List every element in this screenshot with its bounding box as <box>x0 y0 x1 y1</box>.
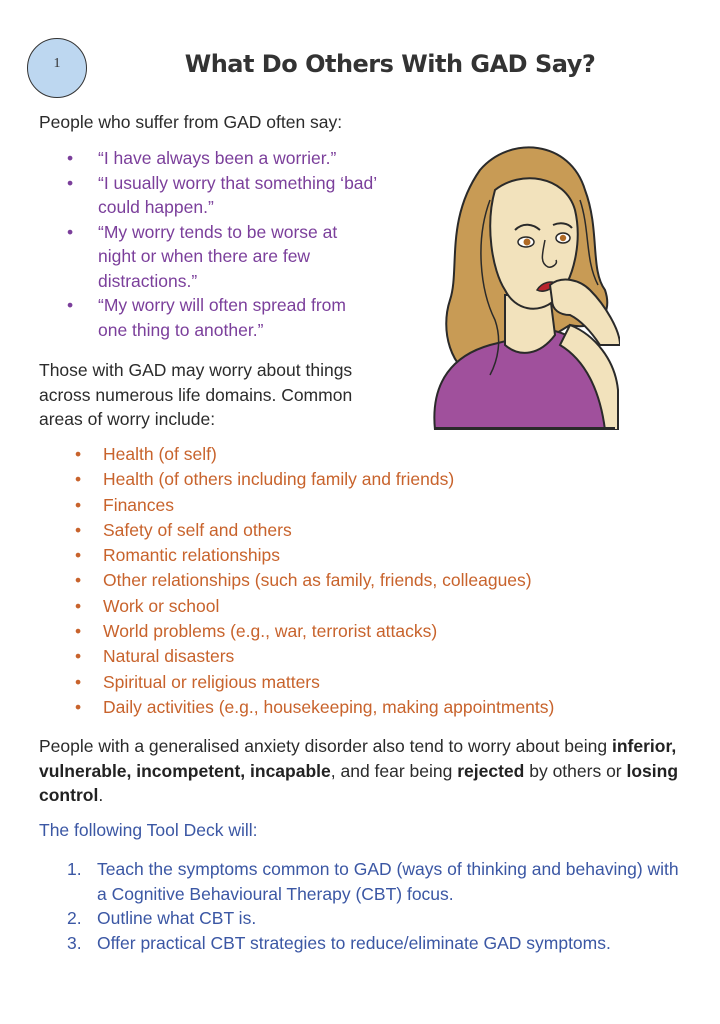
worry-area-item: • Other relationships (such as family, friends, colleagues) <box>70 568 554 593</box>
quote-item: • “My worry tends to be worse at night or when there are few distractions.” <box>60 220 380 294</box>
worry-areas-list <box>70 442 554 720</box>
fears-end: . <box>98 785 104 805</box>
item-text: Teach the symptoms common to GAD (ways of thinking and behaving) with a Cognitive Behavioural Therapy (CBT) focus. <box>97 859 679 904</box>
fears-mid2: by others or <box>524 760 627 781</box>
item-number: 2. <box>67 908 82 928</box>
worry-area-item: • Health (of others including family and friends) <box>70 467 554 492</box>
worried-woman-illustration <box>420 130 620 430</box>
fears-paragraph <box>39 734 699 808</box>
quotes-list <box>60 146 380 342</box>
worry-area-item: • World problems (e.g., war, terrorist attacks) <box>70 619 554 644</box>
tool-deck-list <box>67 857 687 955</box>
fears-bold-losing-control: losing control <box>39 760 679 805</box>
page-number: 1 <box>53 56 61 71</box>
worry-area-item: • Work or school <box>70 594 554 619</box>
quote-item: • “I have always been a worrier.” <box>60 146 380 171</box>
tool-deck-item <box>67 906 687 931</box>
fears-bold-traits: inferior, vulnerable, incompetent, incapable <box>39 736 677 781</box>
tool-deck-intro: The following Tool Deck will: <box>39 820 258 840</box>
quote-item: • “My worry will often spread from one thing to another.” <box>60 293 380 342</box>
fears-mid: , and fear being <box>330 760 458 781</box>
quote-item: • “I usually worry that something ‘bad’ could happen.” <box>60 171 380 220</box>
item-text: Outline what CBT is. <box>97 908 257 928</box>
tool-deck-item <box>67 931 687 956</box>
tool-deck-item <box>67 857 687 906</box>
item-number: 3. <box>67 932 82 953</box>
fears-bold-rejected: rejected <box>457 760 525 781</box>
worry-area-item: • Daily activities (e.g., housekeeping, making appointments) <box>70 695 554 720</box>
item-number: 1. <box>67 859 82 879</box>
fears-lead: People with a generalised anxiety disorder also tend to worry about being <box>39 736 612 756</box>
item-text: Offer practical CBT strategies to reduce/eliminate GAD symptoms. <box>97 932 611 953</box>
worry-area-item: • Natural disasters <box>70 644 554 669</box>
worry-area-item: • Health (of self) <box>70 442 554 467</box>
worry-area-item: • Spiritual or religious matters <box>70 670 554 695</box>
worry-area-item: • Romantic relationships <box>70 543 554 568</box>
worry-area-item: • Safety of self and others <box>70 518 554 543</box>
worry-area-item: • Finances <box>70 493 554 518</box>
page-title: What Do Others With GAD Say? <box>184 50 596 78</box>
intro-text: People who suffer from GAD often say: <box>39 112 343 132</box>
domains-intro-text: Those with GAD may worry about things across numerous life domains. Common areas of worry include: <box>39 360 353 429</box>
